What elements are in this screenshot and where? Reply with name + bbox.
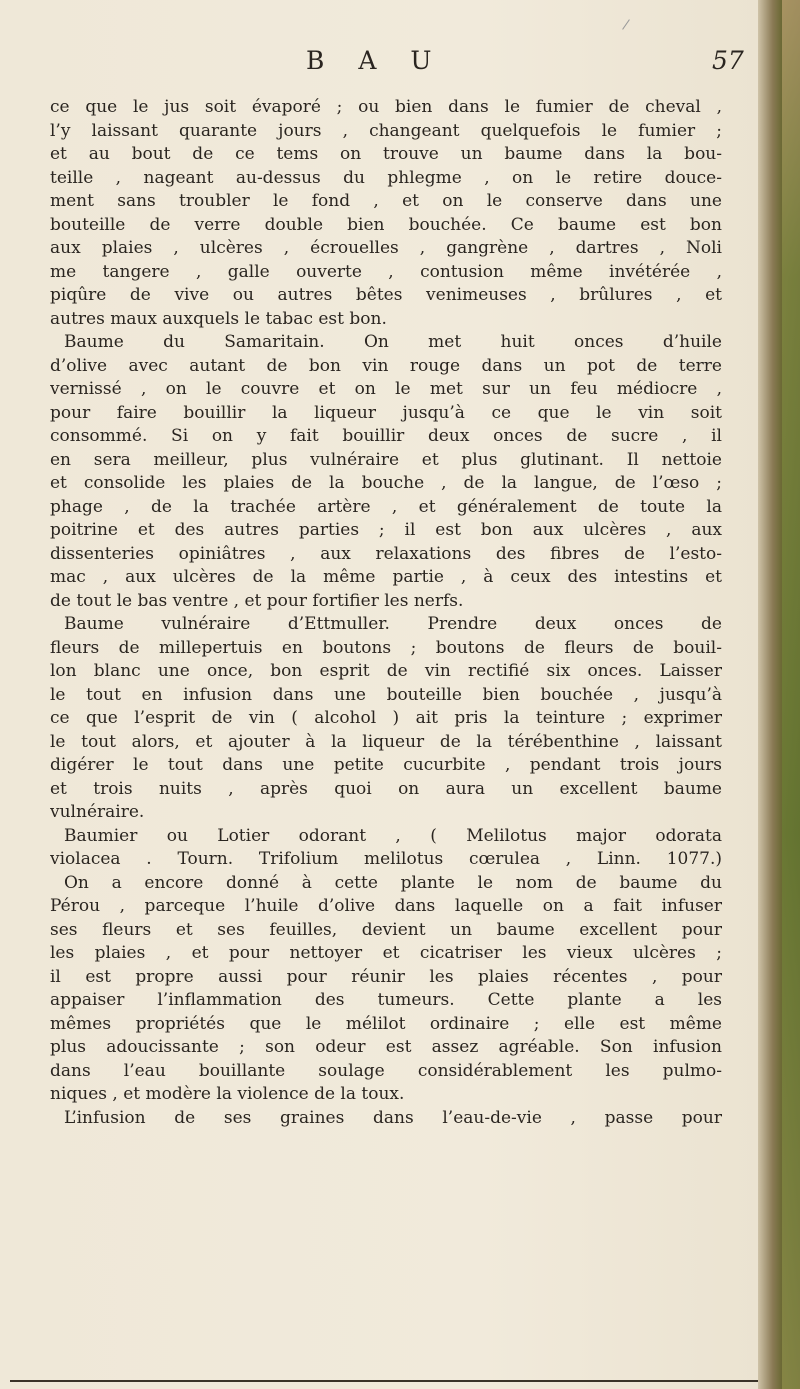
text-line: autres maux auxquels le tabac est bon. (50, 308, 387, 329)
text-line: et au bout de ce tems on trouve un baume dans la bou- (50, 144, 722, 164)
text-line: digérer le tout dans une petite cucurbite , pendant trois jours (50, 755, 722, 775)
text-line: violacea . Tourn. Trifolium melilotus cœrulea , Linn. 1077.) (50, 849, 722, 869)
text-line: et trois nuits , après quoi on aura un excellent baume (50, 778, 722, 799)
text-line: dissenteries opiniâtres , aux relaxations des fibres de l’esto- (50, 543, 722, 564)
text-line: le tout alors, et ajouter à la liqueur de la térébenthine , laissant (50, 731, 722, 752)
page-header (0, 40, 760, 80)
text-line: en sera meilleur, plus vulnéraire et plus glutinant. Il nettoie (50, 449, 722, 470)
body-text (50, 96, 722, 1130)
text-line: poitrine et des autres parties ; il est bon aux ulcères , aux (50, 520, 722, 540)
text-line: lon blanc une once, bon esprit de vin rectifié six onces. Laisser (50, 661, 722, 681)
text-line: me tangere , galle ouverte , contusion même invétérée , (50, 261, 722, 282)
text-line: fleurs de millepertuis en boutons ; boutons de fleurs de bouil- (50, 637, 722, 658)
entry-baume-samaritain: Baume du Samaritain. On met huit onces d’huile (64, 332, 722, 352)
text-line: dans l’eau bouillante soulage considérablement les pulmo- (50, 1060, 722, 1081)
text-line: de tout le bas ventre , et pour fortifier les nerfs. (50, 590, 464, 611)
page-bottom-edge (10, 1380, 790, 1382)
pencil-mark (622, 19, 630, 29)
page-number: 57 (712, 46, 744, 75)
text-line: mêmes propriétés que le mélilot ordinaire ; elle est même (50, 1013, 722, 1034)
text-line: les plaies , et pour nettoyer et cicatriser les vieux ulcères ; (50, 943, 722, 963)
text-line: mac , aux ulcères de la même partie , à ceux des intestins et (50, 567, 722, 587)
text-line: et consolide les plaies de la bouche , de la langue, de l’œso ; (50, 473, 722, 493)
text-line: L’infusion de ses graines dans l’eau-de-vie , passe pour (64, 1107, 722, 1128)
text-line: vernissé , on le couvre et on le met sur un feu médiocre , (50, 379, 722, 399)
book-cover-edge (782, 0, 800, 1389)
text-line: piqûre de vive ou autres bêtes venimeuses , brûlures , et (50, 285, 722, 305)
text-line: phage , de la trachée artère , et généralement de toute la (50, 496, 722, 517)
running-title: B A U (306, 46, 445, 75)
text-line: ment sans troubler le fond , et on le conserve dans une (50, 191, 722, 211)
text-line: niques , et modère la violence de la toux. (50, 1084, 405, 1104)
text-line: On a encore donné à cette plante le nom de baume du (64, 872, 722, 893)
text-line: Pérou , parceque l’huile d’olive dans laquelle on a fait infuser (50, 896, 722, 916)
text-line: consommé. Si on y fait bouillir deux onces de sucre , il (50, 426, 722, 446)
text-line: l’y laissant quarante jours , changeant quelquefois le fumier ; (50, 120, 722, 141)
text-line: vulnéraire. (50, 802, 145, 822)
text-line: ses fleurs et ses feuilles, devient un baume excellent pour (50, 919, 722, 940)
entry-baumier: Baumier ou Lotier odorant , ( Melilotus major odorata (64, 825, 722, 846)
text-line: plus adoucissante ; son odeur est assez agréable. Son infusion (50, 1037, 722, 1057)
text-line: appaiser l’inflammation des tumeurs. Cette plante a les (50, 990, 722, 1010)
text-line: teille , nageant au-dessus du phlegme , on le retire douce- (50, 167, 722, 188)
text-line: il est propre aussi pour réunir les plaies récentes , pour (50, 966, 722, 987)
text-line: ce que l’esprit de vin ( alcohol ) ait pris la teinture ; exprimer (50, 708, 722, 728)
text-line: pour faire bouillir la liqueur jusqu’à ce que le vin soit (50, 402, 722, 423)
text-line: d’olive avec autant de bon vin rouge dans un pot de terre (50, 355, 722, 376)
text-line: aux plaies , ulcères , écrouelles , gangrène , dartres , Noli (50, 238, 722, 258)
text-line: le tout en infusion dans une bouteille bien bouchée , jusqu’à (50, 684, 722, 705)
text-line: bouteille de verre double bien bouchée. Ce baume est bon (50, 214, 722, 235)
text-line: ce que le jus soit évaporé ; ou bien dans le fumier de cheval , (50, 97, 722, 117)
entry-baume-vulneraire: Baume vulnéraire d’Ettmuller. Prendre deux onces de (64, 614, 722, 634)
